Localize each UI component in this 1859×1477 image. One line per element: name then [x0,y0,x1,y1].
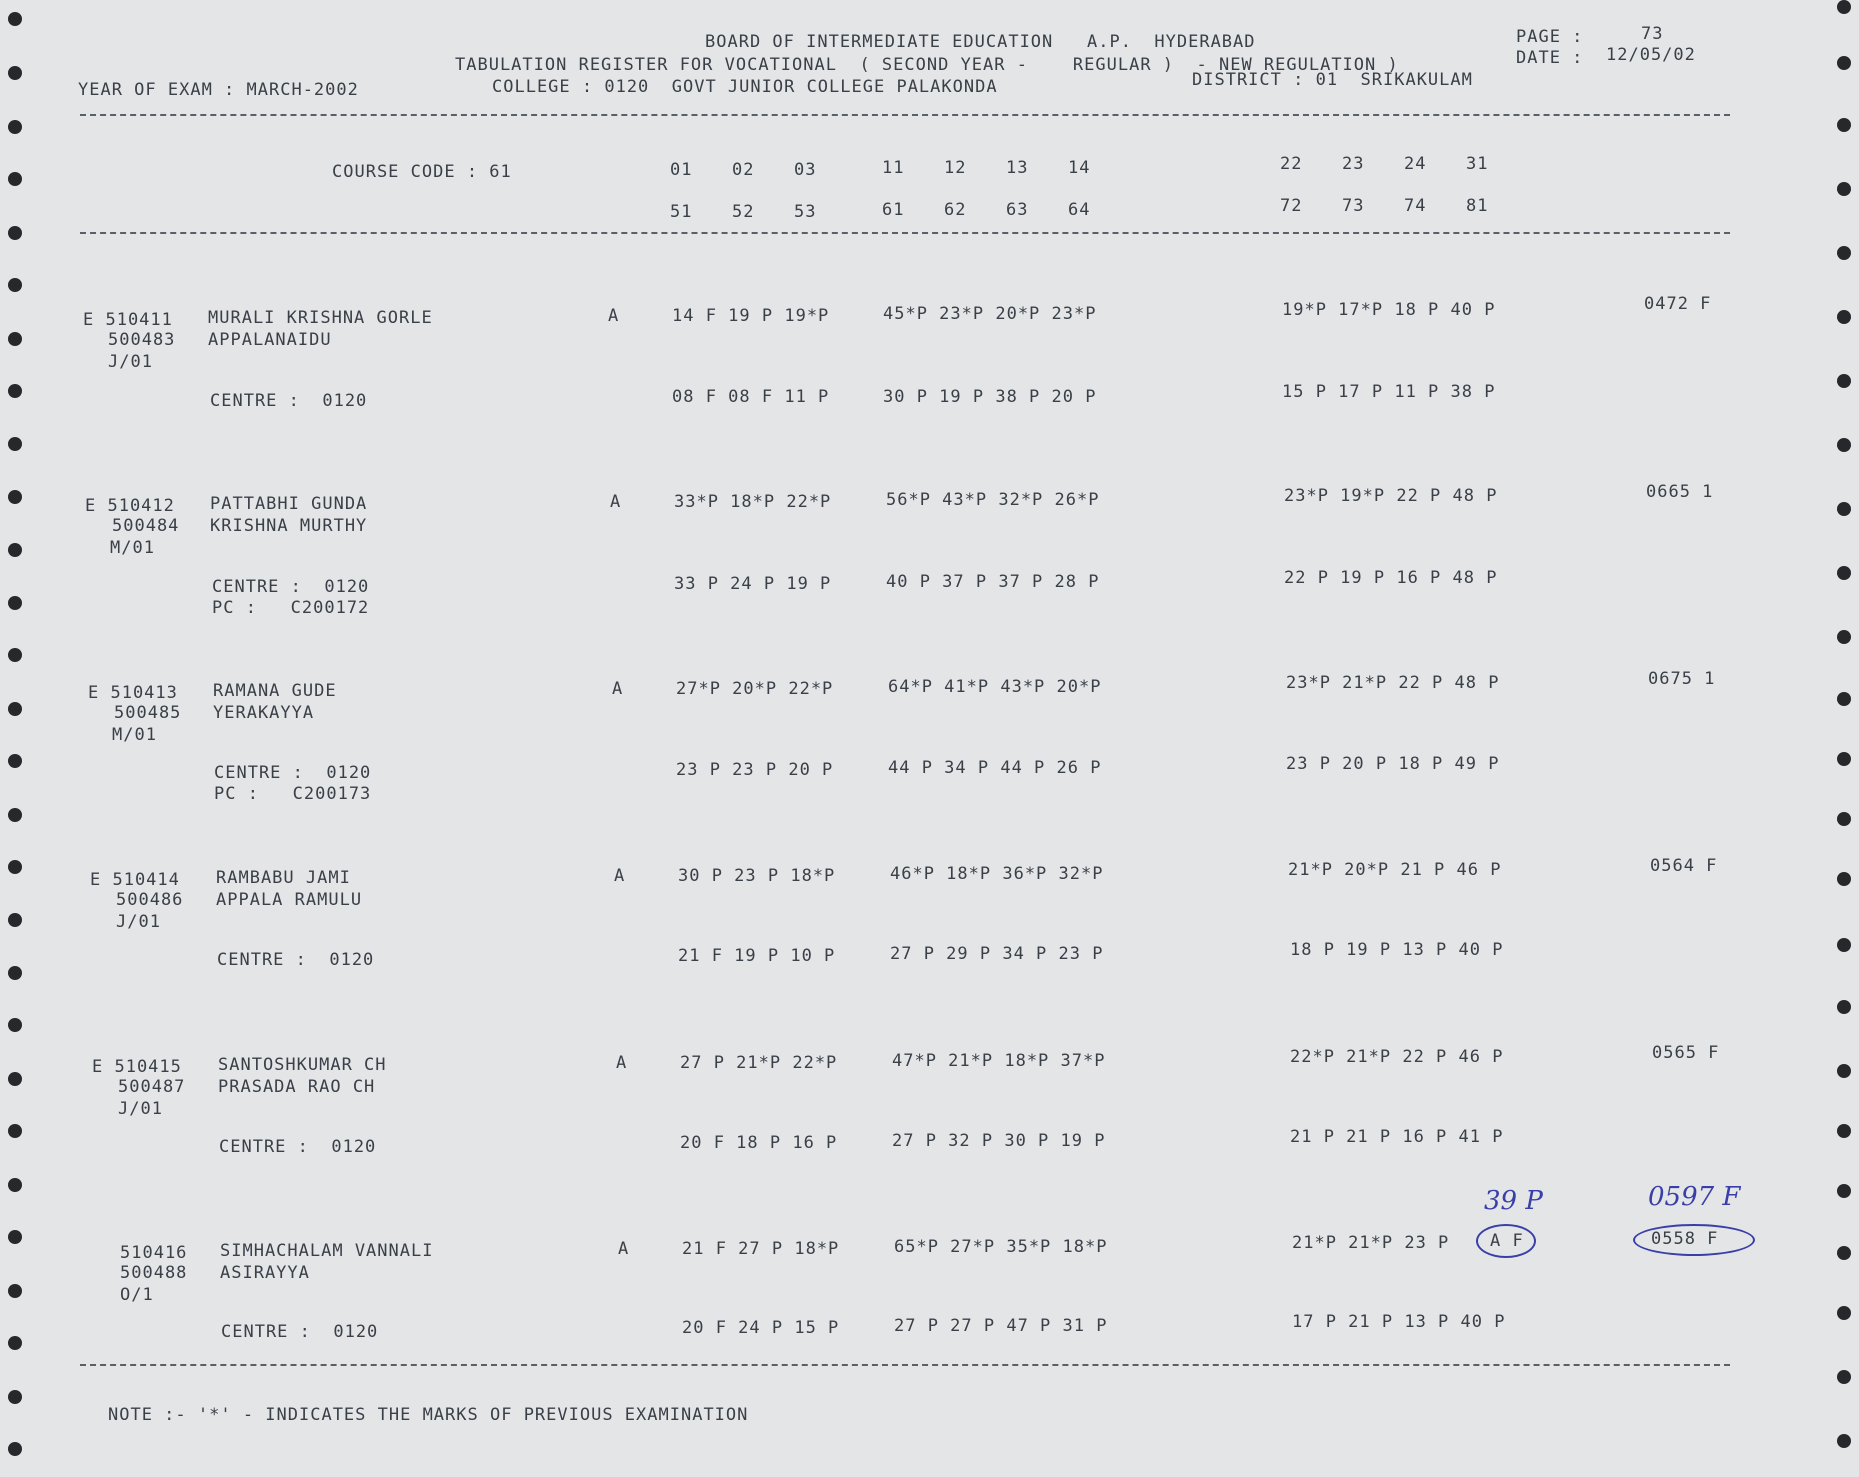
divider [80,1364,1730,1366]
page-number: 73 [1641,24,1664,44]
student-grade: A [614,866,626,886]
col-head: 52 [732,202,755,222]
marks-group-a: 21 F 27 P 18*P [682,1239,840,1259]
marks-group-a: 20 F 24 P 15 P [682,1318,840,1338]
marks-group-c: 23*P 21*P 22 P 48 P [1286,673,1500,693]
student-father-name: YERAKAYYA [213,703,315,723]
centre-code: CENTRE : 0120 [212,577,370,597]
year-of-exam: YEAR OF EXAM : MARCH-2002 [78,80,359,100]
centre-code: CENTRE : 0120 [217,950,375,970]
student-name: RAMANA GUDE [213,681,337,701]
col-head: 02 [732,160,755,180]
handwritten-mark-correction: 39 P [1484,1186,1543,1216]
student-grade: A [610,492,622,512]
marks-group-b: 27 P 27 P 47 P 31 P [894,1316,1108,1336]
student-father-name: APPALANAIDU [208,330,332,350]
student-reg-no: E 510413 [88,683,178,703]
marks-group-b: 40 P 37 P 37 P 28 P [886,572,1100,592]
student-hall-ticket: 500483 [108,330,176,350]
student-hall-ticket: 500484 [112,516,180,536]
divider [80,232,1730,234]
marks-group-c: 21*P 21*P 23 P [1292,1233,1450,1253]
col-head: 12 [944,158,967,178]
col-head: 53 [794,202,817,222]
circled-total-text: 0558 F [1651,1229,1719,1249]
left-tractor-holes [0,0,40,1477]
marks-group-a: 27*P 20*P 22*P [676,679,834,699]
student-grade: A [618,1239,630,1259]
col-head: 22 [1280,154,1303,174]
marks-group-b: 30 P 19 P 38 P 20 P [883,387,1097,407]
pc-code: PC : C200173 [214,784,372,804]
college-line: COLLEGE : 0120 GOVT JUNIOR COLLEGE PALAKONDA [492,77,998,97]
student-hall-ticket: 500486 [116,890,184,910]
marks-group-a: 27 P 21*P 22*P [680,1053,838,1073]
footer-note: NOTE :- '*' - INDICATES THE MARKS OF PREVIOUS EXAMINATION [108,1405,749,1425]
student-total: 0472 F [1644,294,1712,314]
marks-group-a: 20 F 18 P 16 P [680,1133,838,1153]
student-name: SANTOSHKUMAR CH [218,1055,387,1075]
student-code: J/01 [108,352,153,372]
student-hall-ticket: 500485 [114,703,182,723]
marks-group-b: 45*P 23*P 20*P 23*P [883,304,1097,324]
col-head: 81 [1466,196,1489,216]
marks-group-c: 22*P 21*P 22 P 46 P [1290,1047,1504,1067]
marks-group-a: 21 F 19 P 10 P [678,946,836,966]
col-head: 24 [1404,154,1427,174]
register-title: TABULATION REGISTER FOR VOCATIONAL ( SECOND YEAR - REGULAR ) - NEW REGULATION ) [455,55,1399,75]
marks-group-c: 22 P 19 P 16 P 48 P [1284,568,1498,588]
marks-group-c: 23 P 20 P 18 P 49 P [1286,754,1500,774]
centre-code: CENTRE : 0120 [210,391,368,411]
col-head: 62 [944,200,967,220]
student-code: J/01 [118,1099,163,1119]
marks-group-b: 27 P 32 P 30 P 19 P [892,1131,1106,1151]
col-head: 51 [670,202,693,222]
col-head: 63 [1006,200,1029,220]
marks-group-a: 33 P 24 P 19 P [674,574,832,594]
student-total: 0565 F [1652,1043,1720,1063]
circled-mark-text: A F [1490,1231,1524,1251]
centre-code: CENTRE : 0120 [221,1322,379,1342]
student-father-name: KRISHNA MURTHY [210,516,368,536]
handwritten-total-correction: 0597 F [1648,1182,1741,1212]
centre-code: CENTRE : 0120 [219,1137,377,1157]
divider [80,114,1730,116]
page-label: PAGE : [1516,27,1584,47]
col-head: 14 [1068,158,1091,178]
student-reg-no: E 510415 [92,1057,182,1077]
student-code: J/01 [116,912,161,932]
marks-group-b: 64*P 41*P 43*P 20*P [888,677,1102,697]
marks-group-c: 23*P 19*P 22 P 48 P [1284,486,1498,506]
student-code: M/01 [112,725,157,745]
marks-group-c: 19*P 17*P 18 P 40 P [1282,300,1496,320]
student-name: SIMHACHALAM VANNALI [220,1241,434,1261]
marks-group-c: 21 P 21 P 16 P 41 P [1290,1127,1504,1147]
student-reg-no: E 510414 [90,870,180,890]
student-code: M/01 [110,538,155,558]
col-head: 73 [1342,196,1365,216]
centre-code: CENTRE : 0120 [214,763,372,783]
col-head: 74 [1404,196,1427,216]
student-total: 0564 F [1650,856,1718,876]
col-head: 11 [882,158,905,178]
marks-group-c: 18 P 19 P 13 P 40 P [1290,940,1504,960]
student-name: RAMBABU JAMI [216,868,351,888]
student-reg-no: 510416 [120,1243,188,1263]
col-head: 64 [1068,200,1091,220]
student-grade: A [612,679,624,699]
student-hall-ticket: 500488 [120,1263,188,1283]
marks-group-a: 08 F 08 F 11 P [672,387,830,407]
col-head: 31 [1466,154,1489,174]
col-head: 13 [1006,158,1029,178]
student-father-name: ASIRAYYA [220,1263,310,1283]
marks-group-b: 44 P 34 P 44 P 26 P [888,758,1102,778]
marks-group-b: 56*P 43*P 32*P 26*P [886,490,1100,510]
col-head: 61 [882,200,905,220]
right-tractor-holes [1819,0,1859,1477]
pc-code: PC : C200172 [212,598,370,618]
marks-group-c: 15 P 17 P 11 P 38 P [1282,382,1496,402]
marks-group-b: 47*P 21*P 18*P 37*P [892,1051,1106,1071]
student-hall-ticket: 500487 [118,1077,186,1097]
student-reg-no: E 510412 [85,496,175,516]
district-line: DISTRICT : 01 SRIKAKULAM [1192,70,1473,90]
student-name: PATTABHI GUNDA [210,494,368,514]
marks-group-b: 65*P 27*P 35*P 18*P [894,1237,1108,1257]
marks-group-c: 21*P 20*P 21 P 46 P [1288,860,1502,880]
marks-group-a: 30 P 23 P 18*P [678,866,836,886]
student-total: 0675 1 [1648,669,1716,689]
student-grade: A [608,306,620,326]
student-code: O/1 [120,1285,154,1305]
marks-group-a: 23 P 23 P 20 P [676,760,834,780]
print-date: 12/05/02 [1606,45,1696,65]
col-head: 01 [670,160,693,180]
col-head: 23 [1342,154,1365,174]
marks-group-b: 27 P 29 P 34 P 23 P [890,944,1104,964]
board-title: BOARD OF INTERMEDIATE EDUCATION A.P. HYDERABAD [705,32,1256,52]
date-label: DATE : [1516,48,1584,68]
student-father-name: APPALA RAMULU [216,890,363,910]
student-grade: A [616,1053,628,1073]
marks-group-a: 33*P 18*P 22*P [674,492,832,512]
col-head: 03 [794,160,817,180]
course-code: COURSE CODE : 61 [332,162,512,182]
student-total: 0665 1 [1646,482,1714,502]
marks-group-b: 46*P 18*P 36*P 32*P [890,864,1104,884]
student-father-name: PRASADA RAO CH [218,1077,376,1097]
marks-group-c: 17 P 21 P 13 P 40 P [1292,1312,1506,1332]
col-head: 72 [1280,196,1303,216]
student-reg-no: E 510411 [83,310,173,330]
student-name: MURALI KRISHNA GORLE [208,308,433,328]
marks-group-a: 14 F 19 P 19*P [672,306,830,326]
